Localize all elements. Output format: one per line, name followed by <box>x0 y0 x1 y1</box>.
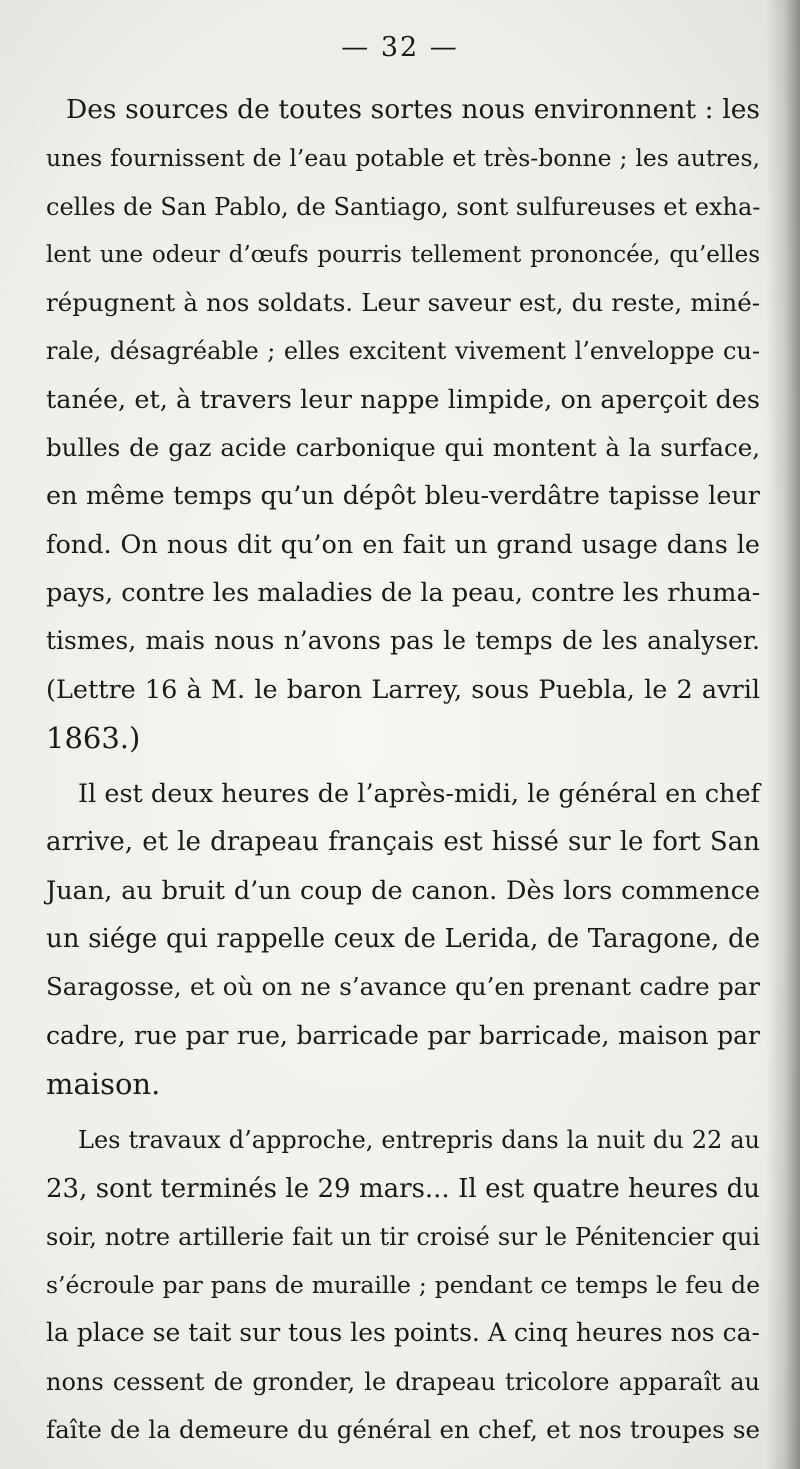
text-line: rale, désagréable ; elles excitent vivement l’enveloppe cu- <box>46 337 760 366</box>
text-line: Juan, au bruit d’un coup de canon. Dès lors commence <box>46 875 760 906</box>
text-line: Saragosse, et où on ne s’avance qu’en prenant cadre par <box>46 972 760 1002</box>
text-line: Des sources de toutes sortes nous environnent : les <box>66 94 760 125</box>
text-line: faîte de la demeure du général en chef, et nos troupes se <box>46 1415 760 1445</box>
text-line: arrive, et le drapeau français est hissé sur le fort San <box>46 827 760 858</box>
text-line: un siége qui rappelle ceux de Lerida, de Taragone, de <box>46 924 760 955</box>
text-line: la place se tait sur tous les points. A cinq heures nos ca- <box>46 1318 760 1348</box>
text-line: fond. On nous dit qu’on en fait un grand usage dans le <box>46 529 760 560</box>
text-line: tismes, mais nous n’avons pas le temps de les analyser. <box>46 626 760 656</box>
text-line: 23, sont terminés le 29 mars... Il est quatre heures du <box>46 1173 760 1204</box>
text-line: Les travaux d’approche, entrepris dans la nuit du 22 au <box>78 1126 760 1155</box>
text-line: s’écroule par pans de muraille ; pendant ce temps le feu de <box>46 1271 760 1300</box>
text-line: (Lettre 16 à M. le baron Larrey, sous Puebla, le 2 avril <box>46 674 760 705</box>
page-gutter-shadow <box>766 0 800 1469</box>
text-line: celles de San Pablo, de Santiago, sont sulfureuses et exha- <box>46 192 761 221</box>
text-line: lent une odeur d’œufs pourris tellement prononcée, qu’elles <box>46 241 760 268</box>
text-line: nons cessent de gronder, le drapeau tricolore apparaît au <box>46 1367 760 1396</box>
text-line: pays, contre les maladies de la peau, contre les rhuma- <box>46 577 761 608</box>
body-text <box>46 86 760 1454</box>
text-line: 1863.) <box>46 720 141 755</box>
text-line: répugnent à nos soldats. Leur saveur est, du reste, miné- <box>46 288 760 318</box>
text-line: unes fournissent de l’eau potable et très-bonne ; les autres, <box>46 144 760 173</box>
text-line: bulles de gaz acide carbonique qui montent à la surface, <box>46 433 760 463</box>
text-line: cadre, rue par rue, barricade par barricade, maison par <box>46 1020 760 1050</box>
text-line: maison. <box>46 1066 161 1101</box>
text-line: tanée, et, à travers leur nappe limpide, on aperçoit des <box>46 384 760 415</box>
text-line: Il est deux heures de l’après-midi, le général en chef <box>78 779 760 810</box>
text-line: en même temps qu’un dépôt bleu-verdâtre tapisse leur <box>46 481 760 512</box>
text-line: soir, notre artillerie fait un tir croisé sur le Pénitencier qui <box>46 1222 760 1251</box>
page-number: — 32 — <box>341 32 459 63</box>
